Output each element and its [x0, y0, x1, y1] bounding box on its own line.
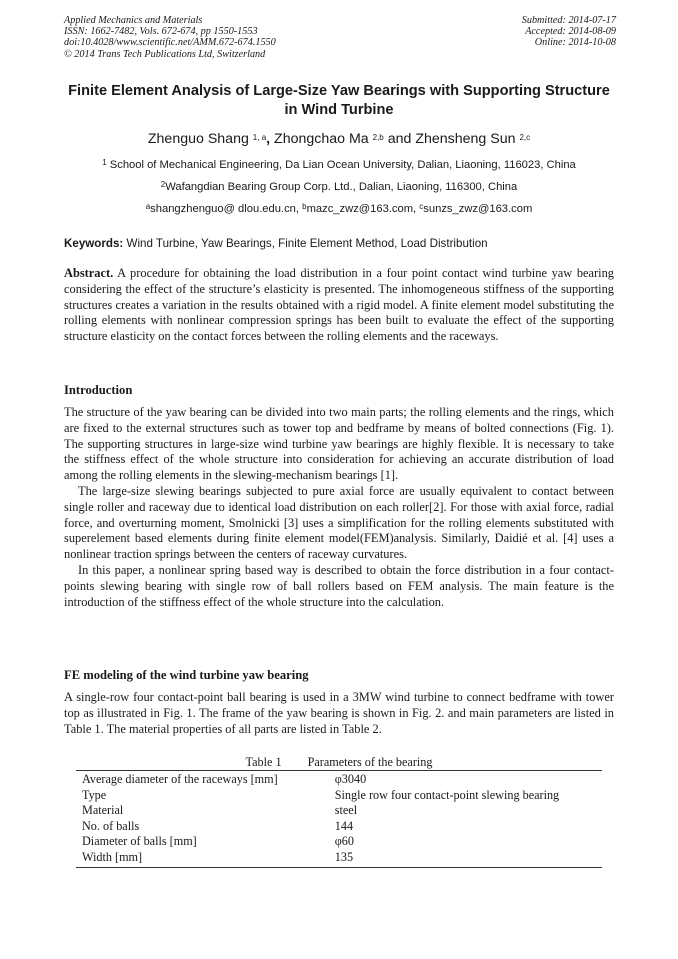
keywords: [64, 237, 614, 251]
abstract: [64, 266, 614, 345]
param-value: Single row four contact-point slewing bearing: [334, 787, 560, 802]
keywords-label: Keywords:: [64, 237, 124, 250]
param-value: 144: [334, 818, 354, 833]
section-heading-introduction: Introduction: [64, 383, 133, 397]
table-row: [76, 834, 602, 850]
email-mark: b: [302, 202, 307, 211]
table-row: [76, 803, 602, 819]
paragraph: A single-row four contact-point ball bearing is used in a 3MW wind turbine to connect bedframe with tower top as illustrated in Fig. 1. The frame of the yaw bearing is shown in Fig. 2. and main parameters are listed in Table 1. The material properties of all parts are listed in Table 2.: [64, 690, 614, 736]
paper-title: Finite Element Analysis of Large-Size Yaw Bearings with Supporting Structure in Wind Turbine: [68, 83, 610, 118]
param-name: Type: [82, 787, 107, 802]
accepted-date: Accepted: 2014-08-09: [525, 26, 616, 38]
author-name: Zhongchao Ma: [274, 131, 373, 147]
table-caption-text: Parameters of the bearing: [307, 755, 433, 769]
email-b[interactable]: mazc_zwz@163.com,: [306, 203, 420, 215]
online-date: Online: 2014-10-08: [534, 37, 616, 49]
table-row: [76, 788, 602, 804]
paragraph: The structure of the yaw bearing can be divided into two main parts; the rolling elements and the rings, which are fixed to the external structures such as tower top and bedframe by means of bolted connections (Fig. 1). The supporting structures in large-size wind turbine yaw bearings are highly flexible. It is necessary to take the stiffness effect of the whole structure into consideration for achieving an accurate distribution of load among the rolling elements in the slewing-mechanism bearings [1].: [64, 405, 614, 483]
email-mark: a: [145, 202, 151, 211]
author-emails: [64, 202, 614, 216]
issn-line: ISSN: 1662-7482, Vols. 672-674, pp 1550-1553: [64, 26, 258, 38]
author-name: Zhensheng Sun: [415, 131, 520, 147]
author-name: Zhenguo Shang: [147, 131, 253, 147]
author-affiliation-mark: 2,c: [519, 133, 531, 142]
dates-header: [522, 15, 616, 49]
table-row: [76, 771, 602, 788]
affiliation-mark: 1: [102, 158, 107, 167]
fe-modeling-section: [64, 690, 614, 737]
affiliation-text: Wafangdian Bearing Group Corp. Ltd., Dalian, Liaoning, 116300, China: [165, 181, 518, 193]
section-heading-fe-modeling: FE modeling of the wind turbine yaw bearing: [64, 668, 309, 682]
author-affiliation-mark: 1, a: [252, 133, 267, 142]
affiliation-mark: 2: [160, 180, 166, 189]
author-list: [64, 131, 614, 148]
table-number: Table 1: [245, 755, 282, 769]
param-name: Material: [82, 803, 124, 818]
param-name: Width [mm]: [76, 850, 313, 867]
table-row: [76, 819, 602, 835]
journal-name: Applied Mechanics and Materials: [64, 15, 203, 26]
email-c[interactable]: sunzs_zwz@163.com: [423, 203, 533, 215]
abstract-label: Abstract.: [64, 266, 114, 280]
submitted-date: Submitted: 2014-07-17: [521, 15, 616, 26]
keywords-text: Wind Turbine, Yaw Bearings, Finite Element Method, Load Distribution: [123, 237, 488, 250]
author-affiliation-mark: 2,b: [372, 133, 384, 142]
affiliation-1: [64, 158, 614, 172]
parameters-table: [76, 770, 602, 868]
email-a[interactable]: shangzhenguo@ dlou.edu.cn,: [150, 203, 303, 215]
param-value: 135: [313, 850, 602, 867]
author-separator: and: [383, 131, 416, 147]
table-row: [76, 850, 602, 867]
paragraph: The large-size slewing bearings subjected to pure axial force are usually equivalent to contact between single roller and raceway due to identical load distribution on each roller[2]. For those with axial force, radial force, and overturning moment, Smolnicki [3] uses a simplification for the rolling elements substituted with superelement based elements during finite element model(FEM)analysis. Similarly, Daidié et al. [4] uses a nonlinear traction springs between the centers of raceway curvatures.: [64, 483, 614, 562]
email-mark: c: [419, 202, 424, 211]
affiliation-2: [64, 180, 614, 194]
author-separator: ,: [266, 131, 275, 147]
param-value: φ3040: [313, 771, 602, 788]
param-value: steel: [334, 803, 358, 818]
copyright-line: © 2014 Trans Tech Publications Ltd, Switzerland: [64, 48, 266, 60]
abstract-text: A procedure for obtaining the load distribution in a four point contact wind turbine yaw bearing considering the effect of the structure’s elasticity is presented. The inhomogeneous stiffness of the supporting structures creates a variation in the results obtained with a rigid model. A finite element model substituting the rolling elements with nonlinear compression springs has been built to evaluate the effect of the supporting structure elasticity on the contact forces between the rolling elements and the raceways.: [64, 266, 614, 344]
doi-line[interactable]: doi:10.4028/www.scientific.net/AMM.672-674.1550: [64, 37, 276, 49]
paragraph: In this paper, a nonlinear spring based way is described to obtain the force distribution in a four contact-points slewing bearing with single row of ball rollers based on FEM analysis. The main feature is the introduction of the stiffness effect of the whole structure into the calculation.: [64, 562, 614, 609]
table-caption: [64, 755, 614, 770]
param-name: Average diameter of the raceways [mm]: [76, 771, 313, 788]
param-name: No. of balls: [82, 818, 140, 833]
param-value: φ60: [334, 834, 354, 849]
introduction-section: [64, 405, 614, 610]
journal-header: [64, 15, 276, 60]
param-name: Diameter of balls [mm]: [82, 834, 197, 849]
affiliation-text: School of Mechanical Engineering, Da Lian Ocean University, Dalian, Liaoning, 116023, China: [106, 159, 576, 171]
